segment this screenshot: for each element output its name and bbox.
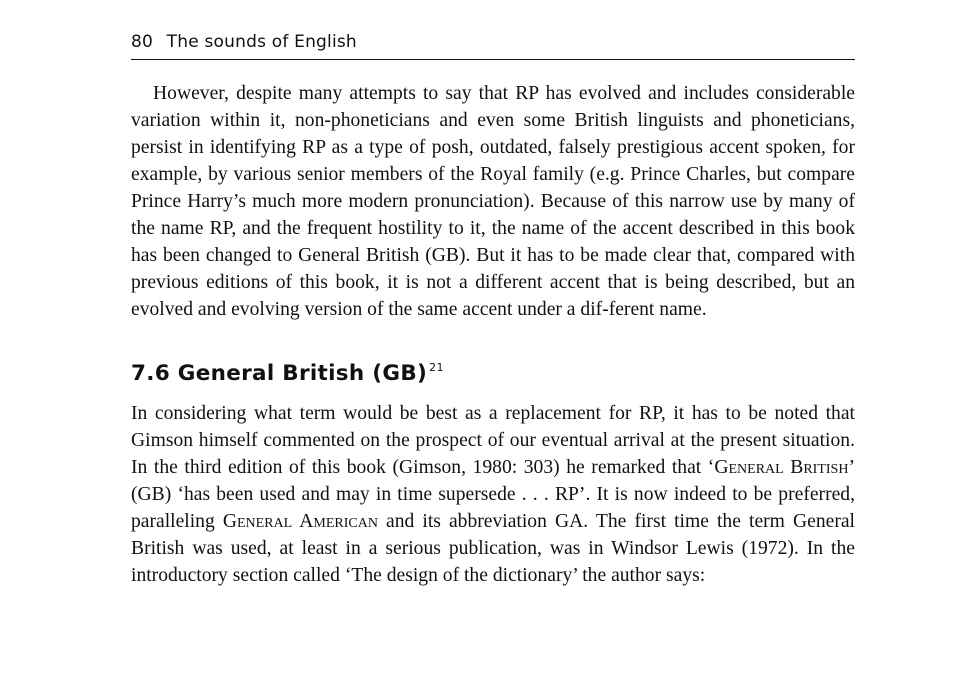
section-heading: [131, 360, 855, 388]
running-header: [131, 30, 855, 54]
paragraph-rp-evolution: However, despite many attempts to say that RP has evolved and includes considerable variation within it, non-phoneticians and even some British linguists and phoneticians, persist in identifying RP as a type of posh, outdated, falsely prestigious accent spoken, for example, by various senior members of the Royal family (e.g. Prince Charles, but compare Prince Harry’s much more modern pronunciation). Because of this narrow use by many of the name RP, and the frequent hostility to it, the name of the accent described in this book has been changed to General British (GB). But it has to be made clear that, compared with previous editions of this book, it is not a different accent that is being described, but an evolved and evolving version of the same accent under a dif-ferent name.: [131, 83, 855, 320]
header-rule: [131, 59, 855, 60]
paragraph-text-part-2: ’ (GB) ‘has been used and may in time supersede . . . RP’. It is now indeed to be preferred, paralleling: [131, 457, 855, 532]
book-page: [131, 30, 855, 589]
paragraph-general-british: [131, 400, 855, 589]
section-number: 7.6: [131, 361, 170, 386]
term-general-british: General British: [714, 457, 849, 478]
paragraph-text-part-1: In considering what term would be best as a replacement for RP, it has to be noted that Gimson himself commented on the prospect of our eventual arrival at the present situation. In the third edition of this book (Gimson, 1980: 303) he remarked that ‘: [131, 403, 855, 478]
paragraph-text-part-3: and its abbreviation GA. The first time the term General British was used, at least in a serious publication, was in Windsor Lewis (1972). In the introductory section called ‘The design of the dictionary’ the author says:: [131, 511, 855, 586]
running-title: The sounds of English: [166, 32, 357, 52]
footnote-reference: 21: [429, 361, 444, 374]
term-general-american: General American: [222, 511, 378, 532]
section-title: General British (GB): [177, 361, 428, 386]
page-number: 80: [131, 32, 154, 52]
